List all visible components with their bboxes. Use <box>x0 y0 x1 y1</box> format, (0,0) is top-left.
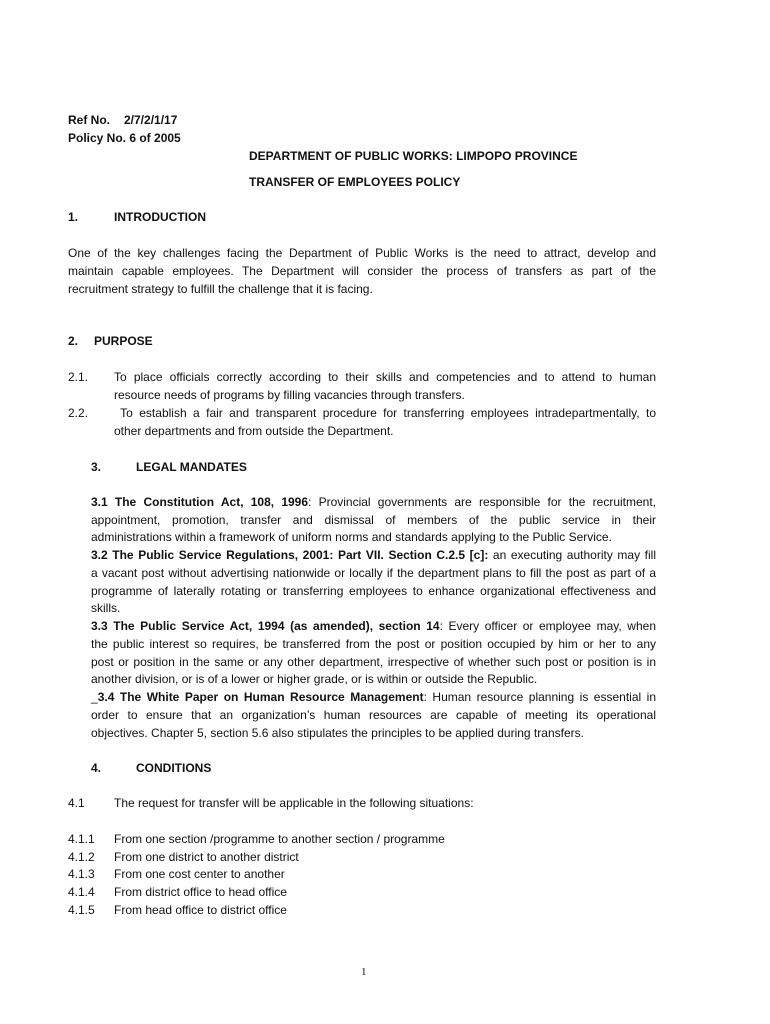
page-number: 1 <box>361 966 367 978</box>
mandate-3-4-first-line: _3.4 The White Paper on Human Resource Management: Human resource planning is essential in <box>91 690 657 704</box>
mandate-title: 3.3 The Public Service Act, 1994 (as amended), section 14 <box>91 619 440 633</box>
purpose-item-line: To establish a fair and transparent procedure for transferring employees intradepartmentally, to <box>114 406 656 420</box>
section-4-number: 4. <box>91 761 102 775</box>
condition-item-text: From district office to head office <box>114 885 287 899</box>
mandate-line: a vacant post without advertising nationwide or locally if the department plans to fill the post as part of a <box>91 566 656 580</box>
condition-item-number: 4.1.4 <box>68 885 95 899</box>
intro-line: recruitment strategy to fulfill the challenge that it is facing. <box>68 282 373 296</box>
policy-title: TRANSFER OF EMPLOYEES POLICY <box>249 175 461 189</box>
intro-line: maintain capable employees. The Department will consider the process of transfers as part of the <box>68 264 656 278</box>
purpose-item-line: resource needs of programs by filling vacancies through transfers. <box>114 388 465 402</box>
section-2-heading: PURPOSE <box>94 334 153 348</box>
mandate-line: post or position in the same or any other department, irrespective of whether such post or position is in <box>91 655 656 669</box>
section-2-number: 2. <box>68 334 79 348</box>
section-1-heading: INTRODUCTION <box>114 210 206 224</box>
department-title: DEPARTMENT OF PUBLIC WORKS: LIMPOPO PROVINCE <box>249 149 578 163</box>
mandate-3-2-first-line: 3.2 The Public Service Regulations, 2001: Part VII. Section C.2.5 [c]: an executing authority may fill <box>91 548 657 562</box>
condition-item-text: From head office to district office <box>114 903 287 917</box>
mandate-line: skills. <box>91 601 121 615</box>
ref-label: Ref No. <box>68 113 110 127</box>
ref-value: 2/7/2/1/17 <box>124 113 178 127</box>
mandate-line: programme of laterally rotating or transferring employees to enhance organizational effectiveness and <box>91 584 656 598</box>
mandate-line: objectives. Chapter 5, section 5.6 also stipulates the principles to be applied during transfers. <box>91 726 584 740</box>
conditions-intro-number: 4.1 <box>68 796 85 810</box>
ref-number-line <box>68 112 177 130</box>
mandate-title: 3.4 The White Paper on Human Resource Management <box>97 690 424 704</box>
purpose-item-line: To place officials correctly according to their skills and competencies and to attend to human <box>114 370 656 384</box>
section-3-number: 3. <box>91 460 102 474</box>
section-3-heading: LEGAL MANDATES <box>136 460 247 474</box>
mandate-title: 3.1 The Constitution Act, 108, 1996 <box>91 495 309 509</box>
condition-item-number: 4.1.5 <box>68 903 95 917</box>
mandate-title: 3.2 The Public Service Regulations, 2001: Part VII. Section C.2.5 [c]: <box>91 548 489 562</box>
mandate-line: the public interest so requires, be transferred from the post or position occupied by him or her to any <box>91 637 656 651</box>
mandate-prefix: _ <box>91 690 98 704</box>
purpose-item-number: 2.1. <box>68 370 89 384</box>
intro-line: One of the key challenges facing the Department of Public Works is the need to attract, develop and <box>68 246 656 260</box>
condition-item-text: From one district to another district <box>114 850 299 864</box>
condition-item-text: From one section /programme to another section / programme <box>114 832 445 846</box>
mandate-3-3-first-line: 3.3 The Public Service Act, 1994 (as amended), section 14: Every officer or employee may, when <box>91 619 656 633</box>
condition-item-number: 4.1.3 <box>68 867 95 881</box>
mandate-line: appointment, promotion, transfer and dismissal of members of the public service in their <box>91 513 656 527</box>
purpose-item-line: other departments and from outside the Department. <box>114 424 394 438</box>
condition-item-number: 4.1.2 <box>68 850 95 864</box>
mandate-line: order to ensure that an organization’s human resources are capable of meeting its operational <box>91 708 656 722</box>
conditions-intro-text: The request for transfer will be applicable in the following situations: <box>114 796 474 810</box>
mandate-line: administrations within a framework of uniform norms and standards applying to the Public Service. <box>91 530 612 544</box>
section-4-heading: CONDITIONS <box>136 761 212 775</box>
policy-number: Policy No. 6 of 2005 <box>68 131 181 145</box>
section-1-number: 1. <box>68 210 79 224</box>
mandate-3-1-first-line: 3.1 The Constitution Act, 108, 1996: Provincial governments are responsible for the recruitment, <box>91 495 656 509</box>
condition-item-number: 4.1.1 <box>68 832 95 846</box>
purpose-item-number: 2.2. <box>68 406 89 420</box>
condition-item-text: From one cost center to another <box>114 867 285 881</box>
mandate-line: another division, or is of a lower or higher grade, or is within or outside the Republic. <box>91 672 538 686</box>
